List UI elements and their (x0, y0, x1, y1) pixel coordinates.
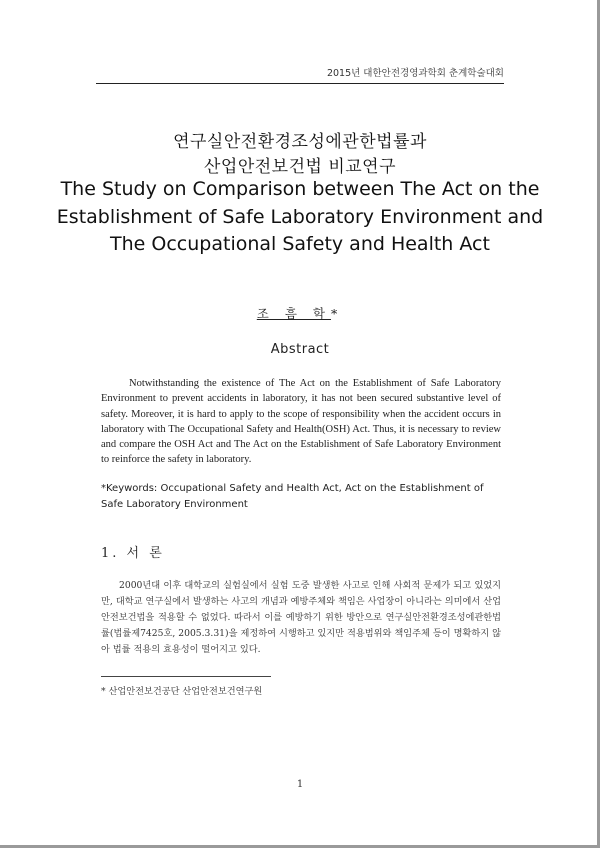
english-title: The Study on Comparison between The Act on the Establishment of Safe Laboratory Environment and The Occupational Safety and Health Act (56, 178, 544, 255)
author-affiliation-mark: * (330, 306, 344, 321)
abstract-heading: Abstract (270, 342, 330, 357)
author-line (0, 304, 600, 322)
keywords: *Keywords: Occupational Safety and Health Act, Act on the Establishment of Safe Laboratory Environment (101, 483, 484, 510)
section-heading-introduction: 1. 서 론 (101, 546, 165, 561)
introduction-paragraph: 2000년대 이후 대학교의 실험실에서 실험 도중 발생한 사고로 인해 사회적 문제가 되고 있었지만, 대학교 연구실에서 발생하는 사고의 개념과 예방주체와 책임은 사업장이 아니라는 의미에서 산업안전보건법을 적용할 수 없었다. 따라서 이를 예방하기 위한 방안으로 연구실안전환경조성에관한법률(법률제7425호, 2005.3.31)을 제정하여 시행하고 있지만 적용범위와 책임주체 등이 명확하지 않아 법률 적용의 효용성이 떨어지고 있다. (101, 580, 501, 655)
korean-title-line-2: 산업안전보건법 비교연구 (203, 157, 397, 177)
author-name: 조 흠 학 (256, 306, 331, 321)
running-header: 2015년 대한안전경영과학회 춘계학술대회 (96, 65, 504, 84)
abstract-body: Notwithstanding the existence of The Act on the Establishment of Safe Laboratory Environment to prevent accidents in laboratory, it has not been secured substantive level of safety. Moreover, it is hard to apply to the scope of responsibility when the accident occurs in laboratory with The Occupational Safety and Health(OSH) Act. Thus, it is necessary to review and compare the OSH Act and The Act on the Establishment of Safe Laboratory Environment to reinforce the safety in laboratory. (101, 378, 501, 466)
korean-title-line-1: 연구실안전환경조성에관한법률과 (173, 132, 427, 152)
footnote-divider (101, 676, 271, 677)
page-number: 1 (296, 779, 304, 790)
footnote: * 산업안전보건공단 산업안전보건연구원 (101, 686, 263, 697)
